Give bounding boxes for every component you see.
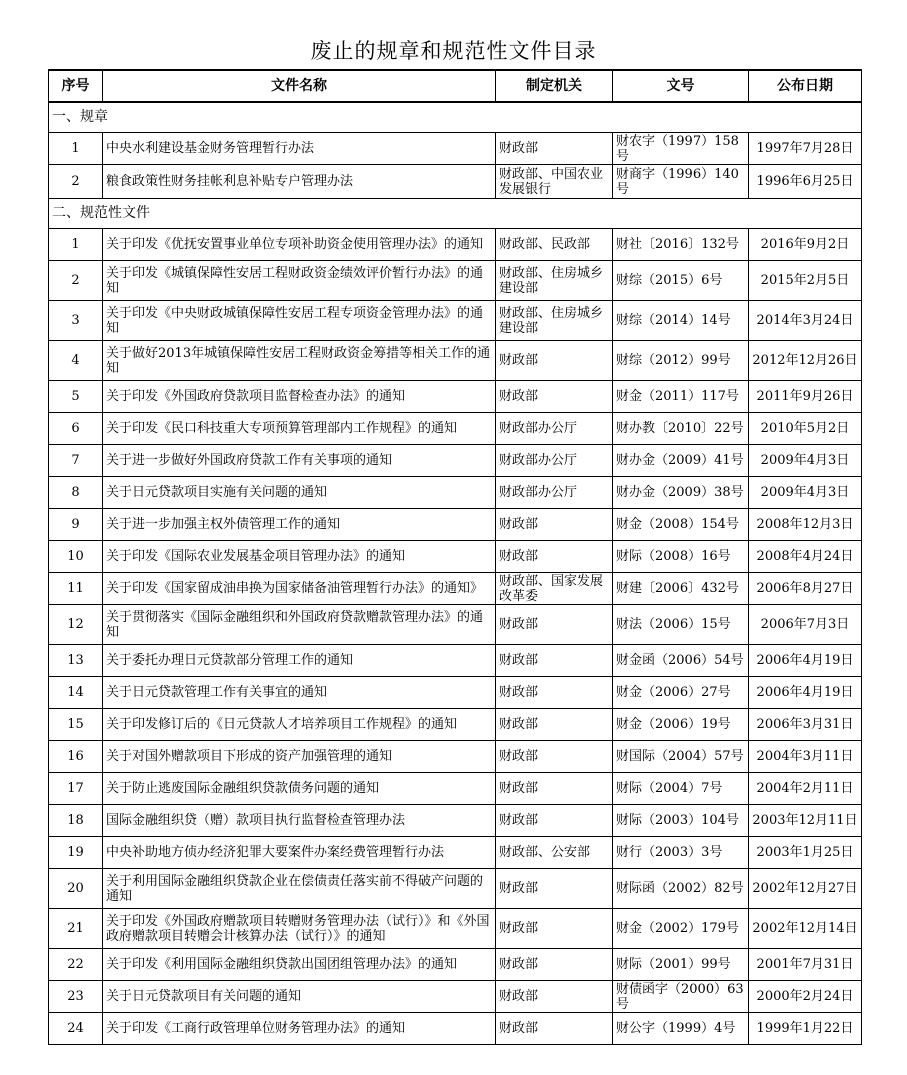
table-row xyxy=(49,133,862,165)
table-row xyxy=(49,413,862,445)
section-heading: 一、规章 xyxy=(49,102,862,133)
document-name: 关于印发《外国政府赠款项目转赠财务管理办法（试行）》和《外国政府赠款项目转赠会计核算办法（试行）》的通知 xyxy=(103,909,496,949)
publish-date: 1996年6月25日 xyxy=(749,165,862,199)
publish-date: 2010年5月2日 xyxy=(749,413,862,445)
table-row xyxy=(49,805,862,837)
document-name: 关于印发《外国政府贷款项目监督检查办法》的通知 xyxy=(103,381,496,413)
row-number: 5 xyxy=(49,381,103,413)
document-number: 财国际（2004）57号 xyxy=(613,741,749,773)
issuing-agency: 财政部 xyxy=(496,805,613,837)
publish-date: 2006年8月27日 xyxy=(749,573,862,605)
publish-date: 2009年4月3日 xyxy=(749,445,862,477)
table-row xyxy=(49,477,862,509)
row-number: 7 xyxy=(49,445,103,477)
publish-date: 1999年1月22日 xyxy=(749,1013,862,1045)
document-number: 财办金（2009）41号 xyxy=(613,445,749,477)
table-row xyxy=(49,909,862,949)
table-row xyxy=(49,573,862,605)
row-number: 21 xyxy=(49,909,103,949)
document-number: 财金（2011）117号 xyxy=(613,381,749,413)
document-name: 关于贯彻落实《国际金融组织和外国政府贷款赠款管理办法》的通知 xyxy=(103,605,496,645)
document-name: 关于印发《优抚安置事业单位专项补助资金使用管理办法》的通知 xyxy=(103,229,496,261)
document-number: 财综（2015）6号 xyxy=(613,261,749,301)
publish-date: 2009年4月3日 xyxy=(749,477,862,509)
publish-date: 2008年12月3日 xyxy=(749,509,862,541)
issuing-agency: 财政部办公厅 xyxy=(496,477,613,509)
document-number: 财际（2004）7号 xyxy=(613,773,749,805)
issuing-agency: 财政部办公厅 xyxy=(496,413,613,445)
document-number: 财际（2008）16号 xyxy=(613,541,749,573)
table-row xyxy=(49,709,862,741)
table-row xyxy=(49,541,862,573)
document-title: 废止的规章和规范性文件目录 xyxy=(310,39,597,63)
issuing-agency: 财政部 xyxy=(496,709,613,741)
document-name: 关于做好2013年城镇保障性安居工程财政资金筹措等相关工作的通知 xyxy=(103,341,496,381)
row-number: 8 xyxy=(49,477,103,509)
table-row xyxy=(49,605,862,645)
table-row xyxy=(49,645,862,677)
row-number: 10 xyxy=(49,541,103,573)
issuing-agency: 财政部 xyxy=(496,949,613,981)
document-number: 财债函字（2000）63号 xyxy=(613,981,749,1013)
row-number: 13 xyxy=(49,645,103,677)
section-regulations-heading-row xyxy=(49,102,862,133)
issuing-agency: 财政部 xyxy=(496,645,613,677)
document-number: 财金函（2006）54号 xyxy=(613,645,749,677)
document-number: 财建〔2006〕432号 xyxy=(613,573,749,605)
document-number: 财际（2003）104号 xyxy=(613,805,749,837)
document-name: 关于进一步做好外国政府贷款工作有关事项的通知 xyxy=(103,445,496,477)
column-header-document-name: 文件名称 xyxy=(103,70,496,102)
issuing-agency: 财政部、公安部 xyxy=(496,837,613,869)
table-row xyxy=(49,229,862,261)
document-name: 关于对国外赠款项目下形成的资产加强管理的通知 xyxy=(103,741,496,773)
document-name: 中央补助地方侦办经济犯罪大要案件办案经费管理暂行办法 xyxy=(103,837,496,869)
document-name: 关于日元贷款项目有关问题的通知 xyxy=(103,981,496,1013)
publish-date: 2006年7月3日 xyxy=(749,605,862,645)
row-number: 16 xyxy=(49,741,103,773)
issuing-agency: 财政部 xyxy=(496,869,613,909)
issuing-agency: 财政部 xyxy=(496,541,613,573)
issuing-agency: 财政部、国家发展改革委 xyxy=(496,573,613,605)
table-row xyxy=(49,1013,862,1045)
row-number: 17 xyxy=(49,773,103,805)
table-row xyxy=(49,261,862,301)
document-number: 财金（2002）179号 xyxy=(613,909,749,949)
document-number: 财办金（2009）38号 xyxy=(613,477,749,509)
publish-date: 2004年2月11日 xyxy=(749,773,862,805)
table-row xyxy=(49,837,862,869)
abolished-documents-table xyxy=(48,69,862,1045)
document-name: 关于印发《利用国际金融组织贷款出国团组管理办法》的通知 xyxy=(103,949,496,981)
row-number: 22 xyxy=(49,949,103,981)
issuing-agency: 财政部、中国农业发展银行 xyxy=(496,165,613,199)
issuing-agency: 财政部 xyxy=(496,605,613,645)
publish-date: 2004年3月11日 xyxy=(749,741,862,773)
document-number: 财金（2006）27号 xyxy=(613,677,749,709)
document-number: 财行（2003）3号 xyxy=(613,837,749,869)
row-number: 23 xyxy=(49,981,103,1013)
column-header-publish-date: 公布日期 xyxy=(749,70,862,102)
document-number: 财际（2001）99号 xyxy=(613,949,749,981)
row-number: 6 xyxy=(49,413,103,445)
issuing-agency: 财政部 xyxy=(496,133,613,165)
document-number: 财商字（1996）140号 xyxy=(613,165,749,199)
document-name: 关于防止逃废国际金融组织贷款债务问题的通知 xyxy=(103,773,496,805)
publish-date: 2000年2月24日 xyxy=(749,981,862,1013)
publish-date: 2012年12月26日 xyxy=(749,341,862,381)
issuing-agency: 财政部、住房城乡建设部 xyxy=(496,301,613,341)
row-number: 1 xyxy=(49,133,103,165)
issuing-agency: 财政部办公厅 xyxy=(496,445,613,477)
row-number: 14 xyxy=(49,677,103,709)
publish-date: 2015年2月5日 xyxy=(749,261,862,301)
issuing-agency: 财政部 xyxy=(496,677,613,709)
document-name: 国际金融组织贷（赠）款项目执行监督检查管理办法 xyxy=(103,805,496,837)
publish-date: 2008年4月24日 xyxy=(749,541,862,573)
row-number: 19 xyxy=(49,837,103,869)
document-name: 中央水利建设基金财务管理暂行办法 xyxy=(103,133,496,165)
issuing-agency: 财政部 xyxy=(496,981,613,1013)
issuing-agency: 财政部、住房城乡建设部 xyxy=(496,261,613,301)
table-body xyxy=(49,102,862,1045)
row-number: 2 xyxy=(49,165,103,199)
row-number: 1 xyxy=(49,229,103,261)
column-header-number: 序号 xyxy=(49,70,103,102)
issuing-agency: 财政部 xyxy=(496,773,613,805)
table-row xyxy=(49,677,862,709)
table-row xyxy=(49,165,862,199)
document-number: 财社〔2016〕132号 xyxy=(613,229,749,261)
publish-date: 2006年4月19日 xyxy=(749,677,862,709)
table-header-row xyxy=(49,70,862,102)
row-number: 15 xyxy=(49,709,103,741)
document-name: 关于印发修订后的《日元贷款人才培养项目工作规程》的通知 xyxy=(103,709,496,741)
table-row xyxy=(49,981,862,1013)
publish-date: 2014年3月24日 xyxy=(749,301,862,341)
document-number: 财综（2012）99号 xyxy=(613,341,749,381)
table-row xyxy=(49,445,862,477)
issuing-agency: 财政部、民政部 xyxy=(496,229,613,261)
column-header-document-number: 文号 xyxy=(613,70,749,102)
document-name: 关于进一步加强主权外债管理工作的通知 xyxy=(103,509,496,541)
document-number: 财金（2006）19号 xyxy=(613,709,749,741)
issuing-agency: 财政部 xyxy=(496,741,613,773)
table-row xyxy=(49,949,862,981)
document-number: 财际函（2002）82号 xyxy=(613,869,749,909)
document-number: 财农字（1997）158号 xyxy=(613,133,749,165)
row-number: 18 xyxy=(49,805,103,837)
document-name: 关于印发《民口科技重大专项预算管理部内工作规程》的通知 xyxy=(103,413,496,445)
document-name: 关于日元贷款管理工作有关事宜的通知 xyxy=(103,677,496,709)
issuing-agency: 财政部 xyxy=(496,341,613,381)
document-name: 关于印发《中央财政城镇保障性安居工程专项资金管理办法》的通知 xyxy=(103,301,496,341)
row-number: 3 xyxy=(49,301,103,341)
table-row xyxy=(49,381,862,413)
document-name: 关于印发《城镇保障性安居工程财政资金绩效评价暂行办法》的通知 xyxy=(103,261,496,301)
row-number: 11 xyxy=(49,573,103,605)
table-row xyxy=(49,741,862,773)
document-name: 关于日元贷款项目实施有关问题的通知 xyxy=(103,477,496,509)
issuing-agency: 财政部 xyxy=(496,1013,613,1045)
row-number: 4 xyxy=(49,341,103,381)
publish-date: 2006年4月19日 xyxy=(749,645,862,677)
document-number: 财办教〔2010〕22号 xyxy=(613,413,749,445)
publish-date: 2011年9月26日 xyxy=(749,381,862,413)
document-name: 关于印发《国家留成油串换为国家储备油管理暂行办法》的通知》 xyxy=(103,573,496,605)
document-name: 关于印发《国际农业发展基金项目管理办法》的通知 xyxy=(103,541,496,573)
publish-date: 2002年12月14日 xyxy=(749,909,862,949)
row-number: 2 xyxy=(49,261,103,301)
section-normative-documents-heading-row xyxy=(49,199,862,229)
table-row xyxy=(49,341,862,381)
table-row xyxy=(49,773,862,805)
document-name: 关于利用国际金融组织贷款企业在偿债责任落实前不得破产问题的通知 xyxy=(103,869,496,909)
row-number: 20 xyxy=(49,869,103,909)
table-row xyxy=(49,301,862,341)
publish-date: 2002年12月27日 xyxy=(749,869,862,909)
publish-date: 2003年12月11日 xyxy=(749,805,862,837)
publish-date: 2001年7月31日 xyxy=(749,949,862,981)
document-name: 关于印发《工商行政管理单位财务管理办法》的通知 xyxy=(103,1013,496,1045)
document-number: 财法（2006）15号 xyxy=(613,605,749,645)
section-heading: 二、规范性文件 xyxy=(49,199,862,229)
issuing-agency: 财政部 xyxy=(496,509,613,541)
row-number: 9 xyxy=(49,509,103,541)
publish-date: 2003年1月25日 xyxy=(749,837,862,869)
row-number: 12 xyxy=(49,605,103,645)
publish-date: 2006年3月31日 xyxy=(749,709,862,741)
document-number: 财金（2008）154号 xyxy=(613,509,749,541)
publish-date: 1997年7月28日 xyxy=(749,133,862,165)
issuing-agency: 财政部 xyxy=(496,909,613,949)
column-header-issuing-agency: 制定机关 xyxy=(496,70,613,102)
issuing-agency: 财政部 xyxy=(496,381,613,413)
document-name: 粮食政策性财务挂帐利息补贴专户管理办法 xyxy=(103,165,496,199)
document-number: 财综（2014）14号 xyxy=(613,301,749,341)
document-number: 财公字（1999）4号 xyxy=(613,1013,749,1045)
table-row xyxy=(49,509,862,541)
publish-date: 2016年9月2日 xyxy=(749,229,862,261)
document-name: 关于委托办理日元贷款部分管理工作的通知 xyxy=(103,645,496,677)
table-row xyxy=(49,869,862,909)
row-number: 24 xyxy=(49,1013,103,1045)
